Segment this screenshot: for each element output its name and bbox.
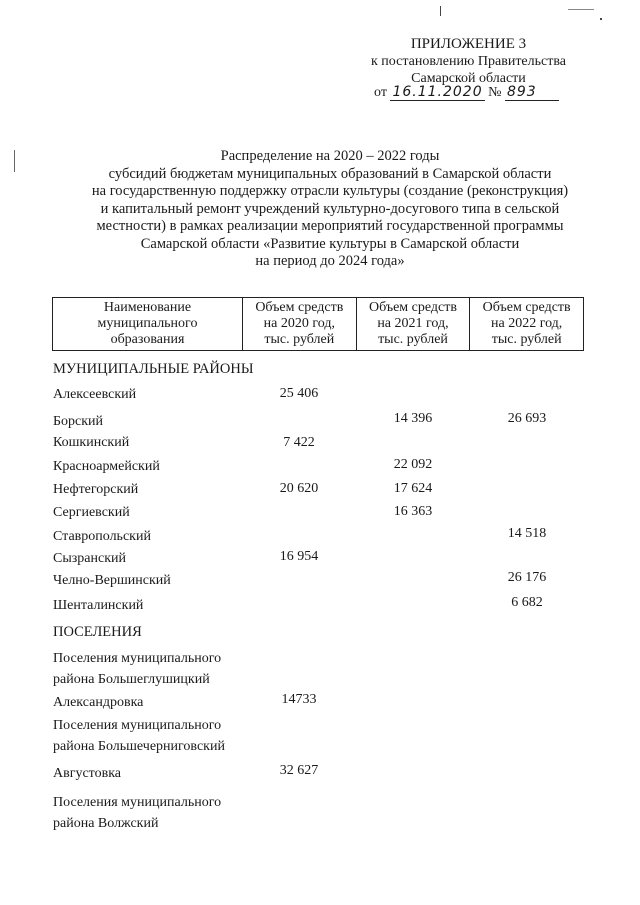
district-name: Шенталинский — [53, 598, 144, 613]
settlement-group-label — [53, 648, 221, 690]
group-line: Поселения муниципального — [53, 651, 222, 666]
date-prefix: от — [374, 85, 387, 100]
title-line: Распределение на 2020 – 2022 годы — [220, 148, 440, 164]
scan-mark — [568, 9, 594, 10]
header-cell-2020 — [243, 298, 357, 351]
group-line: района Большечерниговский — [53, 739, 225, 754]
value-2020: 20 620 — [279, 481, 319, 496]
group-line: Поселения муниципального — [53, 795, 222, 810]
value-2020: 7 422 — [283, 435, 315, 450]
settlement-group-label — [53, 792, 221, 834]
group-line: района Волжский — [53, 816, 159, 831]
appendix-line: Самарской области — [411, 71, 526, 86]
header-text: на 2020 год, — [263, 316, 335, 331]
title-line: и капитальный ремонт учреждений культурно-досугового типа в сельской — [100, 200, 560, 217]
document-title — [40, 148, 620, 271]
handwritten-date: 16.11.2020 — [392, 84, 483, 100]
group-line: района Большеглушицкий — [53, 672, 210, 687]
value-2020: 16 954 — [279, 549, 319, 564]
title-line: на период до 2024 года» — [255, 253, 405, 269]
value-2020: 25 406 — [279, 386, 319, 401]
district-name: Борский — [53, 414, 104, 429]
value-2021: 14 396 — [393, 411, 433, 426]
header-cell-2021 — [356, 298, 470, 351]
header-text: Наименование — [103, 300, 192, 315]
header-cell-2022 — [470, 298, 584, 351]
district-name: Нефтегорский — [53, 482, 139, 497]
district-name: Кошкинский — [53, 435, 130, 450]
district-name: Ставропольский — [53, 529, 151, 544]
scan-mark — [440, 6, 441, 16]
header-text: Объем средств — [255, 300, 344, 315]
header-text: Объем средств — [482, 300, 571, 315]
district-name: Сызранский — [53, 551, 126, 566]
section-heading-districts: МУНИЦИПАЛЬНЫЕ РАЙОНЫ — [53, 361, 254, 377]
settlement-name: Александровка — [53, 695, 144, 710]
number-prefix: № — [488, 85, 502, 100]
appendix-block — [371, 36, 566, 87]
district-name: Сергиевский — [53, 505, 130, 520]
header-text: тыс. рублей — [491, 332, 562, 347]
scan-mark — [14, 150, 15, 172]
header-text: Объем средств — [368, 300, 457, 315]
value-2021: 16 363 — [393, 504, 433, 519]
section-heading-settlements: ПОСЕЛЕНИЯ — [53, 624, 142, 640]
value-2021: 17 624 — [393, 481, 433, 496]
handwritten-number: 893 — [505, 84, 559, 101]
district-name: Красноармейский — [53, 459, 160, 474]
settlement-name: Августовка — [53, 766, 122, 781]
header-text: на 2021 год, — [377, 316, 449, 331]
value-2022: 26 176 — [507, 570, 547, 585]
value-2020: 32 627 — [279, 763, 319, 778]
title-line: субсидий бюджетам муниципальных образований в Самарской области — [108, 165, 552, 182]
value-2022: 6 682 — [511, 595, 543, 610]
group-line: Поселения муниципального — [53, 718, 222, 733]
header-text: образования — [110, 332, 185, 347]
value-2022: 14 518 — [507, 526, 547, 541]
value-2022: 26 693 — [507, 411, 547, 426]
appendix-title: ПРИЛОЖЕНИЕ 3 — [410, 36, 527, 52]
appendix-line: к постановлению Правительства — [370, 54, 566, 69]
header-text: муниципального — [97, 316, 198, 331]
value-2020: 14733 — [281, 692, 317, 707]
title-line: на государственную поддержку отрасли культуры (создание (реконструкция) — [91, 183, 569, 199]
title-line: Самарской области «Развитие культуры в Самарской области — [140, 235, 520, 252]
order-date-line — [374, 84, 559, 101]
title-line: местности) в рамках реализации мероприятий государственной программы — [96, 218, 564, 234]
district-name: Челно-Вершинский — [53, 573, 171, 588]
table-header — [52, 297, 584, 351]
header-text: тыс. рублей — [264, 332, 335, 347]
header-cell-name — [53, 298, 243, 351]
value-2021: 22 092 — [393, 457, 433, 472]
header-text: на 2022 год, — [490, 316, 563, 331]
scan-mark — [600, 18, 602, 20]
settlement-group-label — [53, 715, 225, 757]
header-text: тыс. рублей — [378, 332, 448, 347]
district-name: Алексеевский — [53, 387, 137, 402]
